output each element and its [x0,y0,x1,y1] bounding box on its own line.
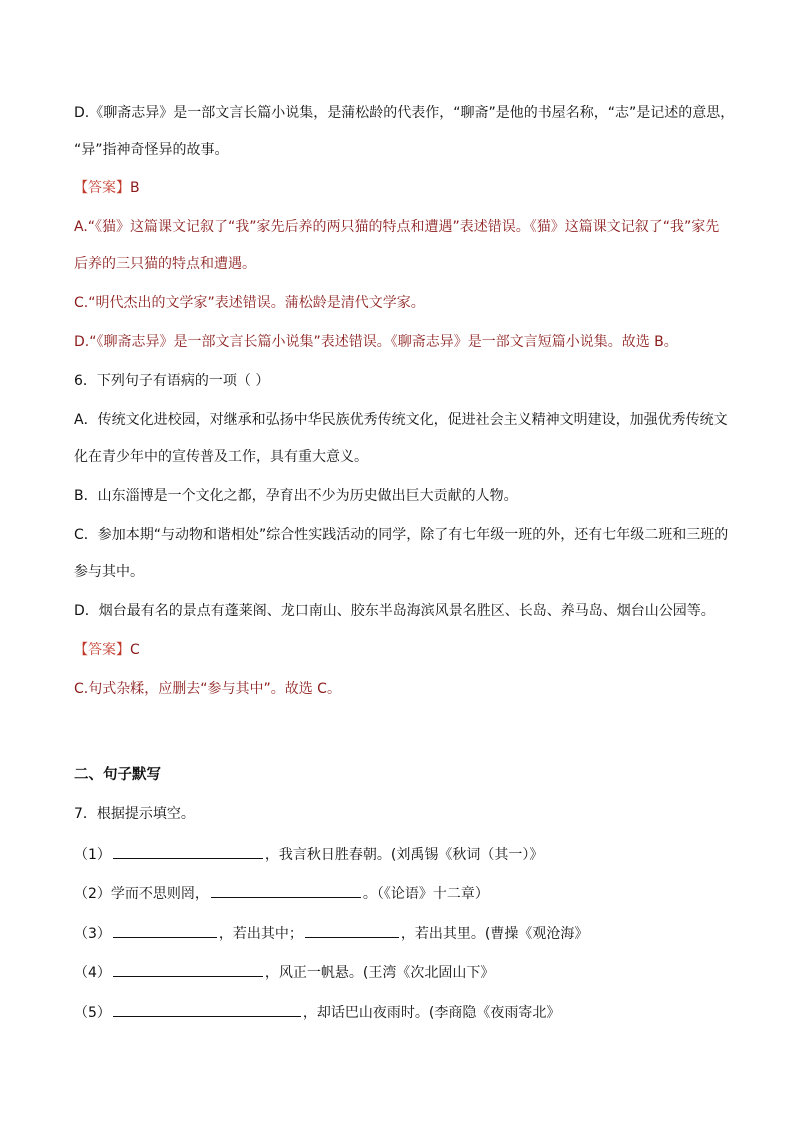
q7-item-5 [74,1002,734,1023]
section-heading: 二、句子默写 [74,767,161,783]
answer-tag: 【答案】 [74,642,130,658]
q6-option-c-line2: 参与其中。 [74,564,144,580]
q6-option-a-line2: 化在青少年中的宣传普及工作，具有重大意义。 [74,449,368,465]
q7-item-2 [74,883,734,904]
item-number: （3） [74,926,111,942]
q6-stem: 6．下列句子有语病的一项（ ） [74,373,270,389]
q7-item-1 [74,844,734,865]
item-number: （1） [74,847,111,863]
item-text-mid: ，若出其中； [218,926,303,942]
fill-blank[interactable] [211,883,361,898]
q6-explanation: C.句式杂糅，应删去“参与其中”。故选 C。 [74,681,341,697]
q7-item-3 [74,923,734,944]
q6-option-a-line1: A．传统文化进校园，对继承和弘扬中华民族优秀传统文化，促进社会主义精神文明建设，加强优秀传统文 [74,412,728,428]
q7-item-4 [74,962,734,983]
answer-value: C [130,642,140,658]
q5-explanation-a-line1: A.“《猫》这篇课文记叙了“我”家先后养的两只猫的特点和遭遇”表述错误。《猫》这篇课文记叙了“我”家先 [74,219,720,235]
q5-explanation-d: D.“《聊斋志异》是一部文言长篇小说集”表述错误。《聊斋志异》是一部文言短篇小说集。故选 B。 [74,334,678,350]
q5-option-d-line1: D.《聊斋志异》是一部文言长篇小说集，是蒲松龄的代表作，“聊斋”是他的书屋名称，“志”是记述的意思， [74,105,735,121]
q5-answer [74,178,734,198]
item-text-after: 。（《论语》十二章） [362,886,489,902]
item-text-before: 学而不思则罔， [110,886,209,902]
item-number: （2） [74,886,111,902]
q6-answer [74,640,734,660]
fill-blank[interactable] [113,962,263,977]
q6-option-d: D．烟台最有名的景点有蓬莱阁、龙口南山、胶东半岛海滨风景名胜区、长岛、养马岛、烟台山公园等。 [74,603,715,619]
fill-blank[interactable] [113,1002,301,1017]
fill-blank[interactable] [113,923,217,938]
fill-blank[interactable] [113,844,263,859]
q6-option-b: B．山东淄博是一个文化之都，孕育出不少为历史做出巨大贡献的人物。 [74,488,518,504]
item-number: （5） [74,1005,111,1021]
q5-explanation-a-line2: 后养的三只猫的特点和遭遇。 [74,256,256,272]
answer-tag: 【答案】 [74,180,130,196]
q5-explanation-c: C.“明代杰出的文学家”表述错误。蒲松龄是清代文学家。 [74,295,425,311]
item-number: （4） [74,965,111,981]
q7-stem: 7．根据提示填空。 [74,806,195,822]
item-text: ，风正一帆悬。(王湾《次北固山下》 [264,965,495,981]
item-text: ，却话巴山夜雨时。(李商隐《夜雨寄北》 [302,1005,561,1021]
answer-value: B [130,180,140,196]
item-text: ，我言秋日胜春朝。(刘禹锡《秋词（其一）》 [264,847,544,863]
q6-option-c-line1: C．参加本期“与动物和谐相处”综合性实践活动的同学，除了有七年级一班的外，还有七年级二班和三班的 [74,527,729,543]
q5-option-d-line2: “异”指神奇怪异的故事。 [74,142,229,158]
fill-blank[interactable] [305,923,399,938]
item-text-after: ，若出其里。(曹操《观沧海》 [400,926,589,942]
